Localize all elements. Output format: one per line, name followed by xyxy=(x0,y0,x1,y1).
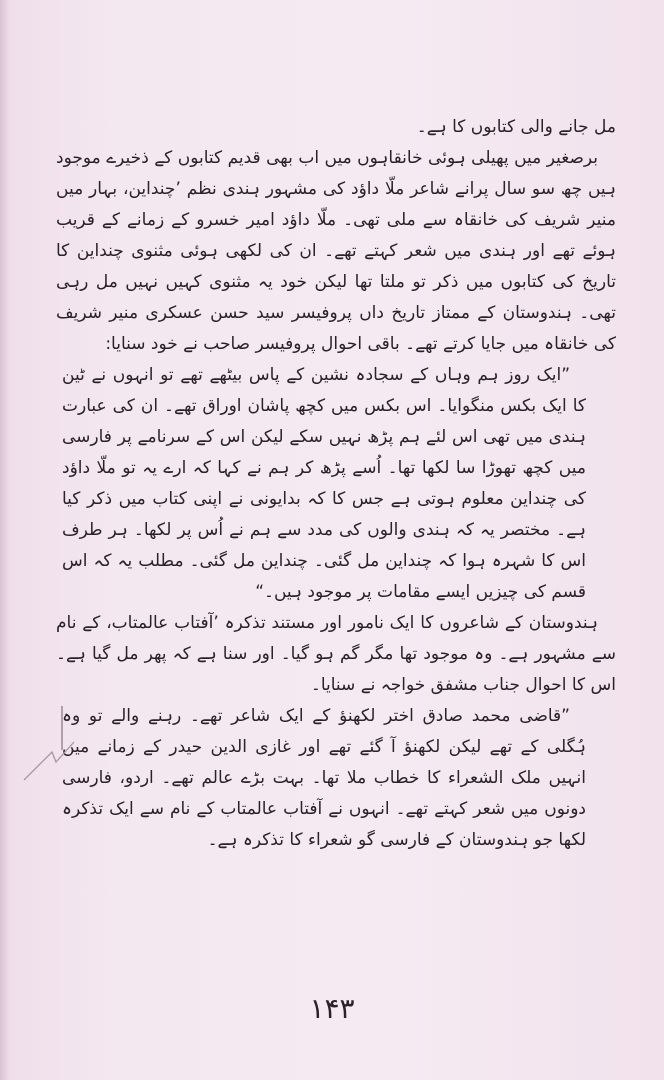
paragraph-chandayan: برصغیر میں پھیلی ہوئی خانقاہوں میں اب بھی قدیم کتابوں کے ذخیرے موجود ہیں چھ سو سال پرانے شاعر ملّا داؤد کی مشہور ہندی نظم ’چنداین، بہار میں منیر شریف کی خانقاہ سے ملی تھی۔ ملّا داؤد امیر خسرو کے زمانے کے قریب ہوئے تھے اور ہندی میں شعر کہتے تھے۔ ان کی لکھی ہوئی مثنوی چنداین کا تاریخ کی کتابوں میں ذکر تو ملتا تھا لیکن خود یہ مثنوی کہیں نہیں مل رہی تھی۔ ہندوستان کے ممتاز تاریخ داں پروفیسر سید حسن عسکری منیر شریف کی خانقاہ میں جایا کرتے تھے۔ باقی احوال پروفیسر صاحب نے خود سنایا: xyxy=(56,148,616,354)
margin-pencil-mark xyxy=(18,702,78,792)
lead-line: مل جانے والی کتابوں کا ہے۔ xyxy=(416,117,616,137)
page-number: ۱۴۳ xyxy=(309,992,355,1025)
page-gutter-shadow xyxy=(0,0,10,1080)
paragraph-aftab-alamtab: ہندوستان کے شاعروں کا ایک نامور اور مستند تذکرہ ’آفتاب عالمتاب، کے نام سے مشہور ہے۔ وہ موجود تھا مگر گم ہو گیا۔ اور سنا ہے کہ پھر مل گیا ہے۔ اس کا احوال جناب مشفق خواجہ نے سنایا۔ xyxy=(56,613,616,695)
quote-professor-askari: ”ایک روز ہم وہاں کے سجادہ نشین کے پاس بیٹھے تھے تو انہوں نے ٹین کا ایک بکس منگوایا۔ اس بکس میں کچھ پاشان اوراق تھے۔ ان کی عبارت ہندی میں تھی اس لئے ہم پڑھ نہیں سکے لیکن اس کے سرنامے پر فارسی میں کچھ تھوڑا سا لکھا تھا۔ اُسے پڑھ کر ہم نے کہا کہ ارے یہ تو ملّا داؤد کی چنداین معلوم ہوتی ہے جس کا کہ بدایونی نے اپنی کتاب میں ذکر کیا ہے۔ مختصر یہ کہ ہندی والوں کی مدد سے ہم نے اُس پر لکھا۔ ہر طرف اس کا شہرہ ہوا کہ چنداین مل گئی۔ چنداین مل گئی۔ مطلب یہ کہ اس قسم کی چیزیں ایسے مقامات پر موجود ہیں۔“ xyxy=(62,365,586,602)
page-text-block xyxy=(56,112,616,856)
quote-mushfiq-khwaja: ”قاضی محمد صادق اختر لکھنؤ کے ایک شاعر تھے۔ رہنے والے تو وہ ہُگلی کے تھے لیکن لکھنؤ آ گئے تھے اور غازی الدین حیدر کے زمانے میں انہیں ملک الشعراء کا خطاب ملا تھا۔ بہت بڑے عالم تھے۔ اردو، فارسی دونوں میں شعر کہتے تھے۔ انہوں نے آفتاب عالمتاب کے نام سے ایک تذکرہ لکھا جو ہندوستان کے فارسی گو شعراء کا تذکرہ ہے۔ xyxy=(62,706,586,850)
